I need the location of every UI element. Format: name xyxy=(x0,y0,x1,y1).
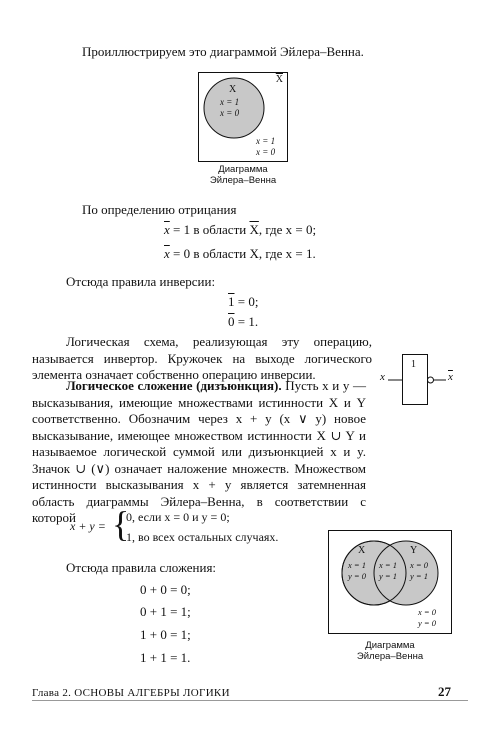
footer-divider xyxy=(32,700,468,701)
gate-input-label: x xyxy=(380,371,385,383)
inverter-gate-graphic xyxy=(380,350,480,410)
mid-region-line-1: x = 1 xyxy=(379,560,398,570)
addition-rule-2: 0 + 1 = 1; xyxy=(140,604,191,619)
gate-symbol: 1 xyxy=(411,359,416,370)
addition-rule-1: 0 + 0 = 0; xyxy=(140,582,191,597)
inversion-rule-2: 0 = 1. xyxy=(228,314,259,329)
outside-line-2: x = 0 xyxy=(256,147,276,157)
disjunction-formula: x + y = { 0, если x = 0 и y = 0; 1, во всех остальных случаях. xyxy=(70,504,279,544)
set-label: X xyxy=(229,84,237,95)
inverter-paragraph: Логическая схема, реализующая эту операцию, называется инвертор. Кружочек на выходе логического элемента означает собственно операцию инверсии. xyxy=(32,334,372,382)
page-number: 27 xyxy=(438,684,451,699)
addition-rules-intro: Отсюда правила сложения: xyxy=(66,560,217,575)
inversion-rule-1: 1 = 0; xyxy=(228,294,259,309)
diagram1-caption: Диаграмма Эйлера–Венна xyxy=(209,164,277,186)
definition-intro: По определению отрицания xyxy=(82,202,237,217)
addition-rule-4: 1 + 1 = 1. xyxy=(140,650,191,665)
formula-case-2: 1, во всех остальных случаях. xyxy=(126,530,279,544)
left-region-line-2: y = 0 xyxy=(348,571,367,581)
rules-intro: Отсюда правила инверсии: xyxy=(66,274,216,289)
disjunction-paragraph-a xyxy=(32,378,366,527)
universe-label: $\overline{X}$ xyxy=(275,74,283,85)
intro-line: Проиллюстрируем это диаграммой Эйлера–Венна. xyxy=(82,44,364,59)
venn-diagram-disjunction xyxy=(328,530,452,634)
diagram2-caption: Диаграмма Эйлера–Венна xyxy=(356,640,424,662)
disjunction-paragraph: Пусть x и y — высказывания, имеющие множествами истинности X и Y соответственно. Обозначим через x + y (x ∨ y) новое высказывание, имеющее множеством истинности X ∪ Y и называемое логической суммой или дизъюнкцией x и y. Значок ∪ (∨) означает наложение множеств. Множеством истинности высказывания x + y является затемненная область диаграммы Эйлера–Венна, в соответствии с которой xyxy=(32,378,367,525)
formula-lhs: x + y = xyxy=(70,519,106,533)
outside-region-line-1: x = 0 xyxy=(418,607,437,617)
set-y-label: Y xyxy=(410,545,418,556)
venn-diagram-negation xyxy=(198,72,288,162)
inverter-gate xyxy=(380,350,480,410)
gate-output-label: $\overline{x}$ xyxy=(448,371,453,383)
section-heading: Логическое сложение (дизъюнкция). xyxy=(66,378,282,393)
set-x-label: X xyxy=(358,545,366,556)
footer-chapter: Глава 2. ОСНОВЫ АЛГЕБРЫ ЛОГИКИ xyxy=(32,687,230,699)
mid-region-line-2: y = 1 xyxy=(379,571,398,581)
definition-line-2: $\overline{x} = 0$ в области X, где x = 1. xyxy=(164,246,316,261)
right-region-line-2: y = 1 xyxy=(410,571,429,581)
outside-line-1: x = 1 xyxy=(256,136,276,146)
addition-rule-3: 1 + 0 = 1; xyxy=(140,627,191,642)
inside-line-1: x = 1 xyxy=(220,97,240,107)
outside-region-line-2: y = 0 xyxy=(418,618,437,628)
left-region-line-1: x = 1 xyxy=(348,560,367,570)
inside-line-2: x = 0 xyxy=(220,108,240,118)
formula-case-1: 0, если x = 0 и y = 0; xyxy=(126,510,230,524)
definition-line-1: $\overline{x} = 1$ в области $\overline{X}$, где x = 0; xyxy=(164,222,317,237)
right-region-line-1: x = 0 xyxy=(410,560,429,570)
